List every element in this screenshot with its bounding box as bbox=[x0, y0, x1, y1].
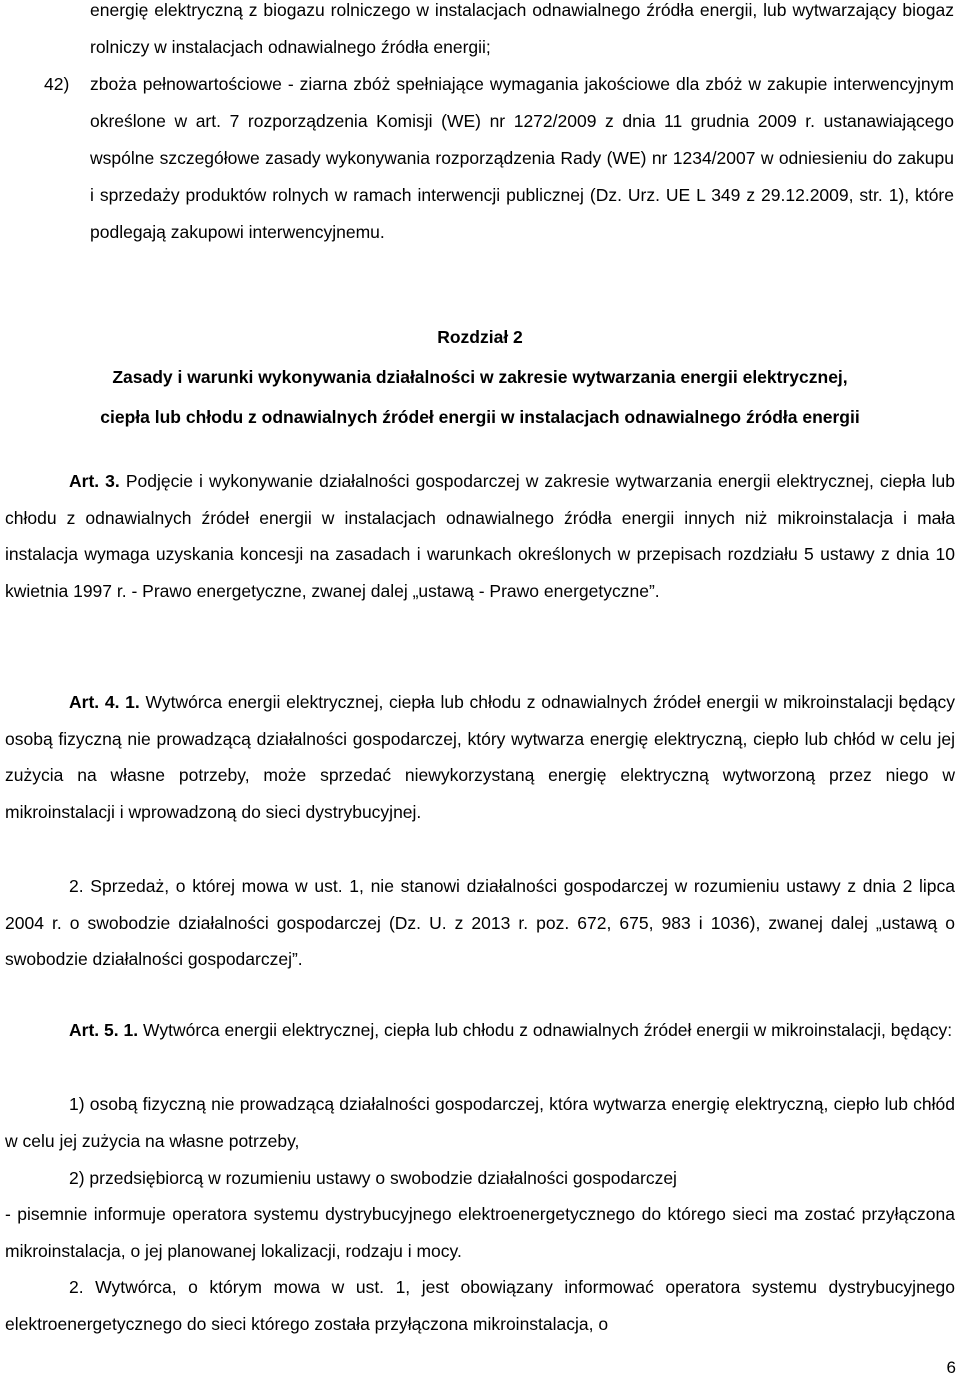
article-5-point-1 bbox=[5, 1086, 955, 1159]
article-5-dash-clause: - pisemnie informuje operatora systemu dystrybucyjnego elektroenergetycznego do którego sieci ma zostać przyłączona mikroinstalacja, o jej planowanej lokalizacji, rodzaju i mocy. bbox=[5, 1204, 955, 1261]
article-5-point-1-text: 1) osobą fizyczną nie prowadzącą działalności gospodarczej, która wytwarza energię elektryczną, ciepło lub chłód w celu jej zużycia na własne potrzeby, bbox=[5, 1094, 955, 1151]
chapter-title-line-2: ciepła lub chłodu z odnawialnych źródeł energii w instalacjach odnawialnego źródła energii bbox=[100, 407, 860, 427]
article-4-paragraph-1-number: 1. bbox=[125, 692, 140, 712]
chapter-heading bbox=[0, 317, 960, 437]
article-4-paragraph-2 bbox=[5, 868, 955, 978]
article-4-paragraph-1-text: Wytwórca energii elektrycznej, ciepła lub chłodu z odnawialnych źródeł energii w mikroinstalacji będący osobą fizyczną nie prowadzącą działalności gospodarczej, który wytwarza energię elektryczną, ciepło lub chłód w celu jej zużycia na własne potrzeby, może sprzedać niewykorzystaną energię elektryczną wytworzoną przez niego w mikroinstalacji i wprowadzoną do sieci dystrybucyjnej. bbox=[5, 692, 955, 822]
article-5-point-2 bbox=[5, 1160, 955, 1197]
list-item-42 bbox=[44, 66, 954, 251]
article-5-paragraph-2-text: 2. Wytwórca, o którym mowa w ust. 1, jest obowiązany informować operatora systemu dystrybucyjnego elektroenergetycznego do sieci którego została przyłączona mikroinstalacja, o bbox=[5, 1277, 955, 1334]
article-3 bbox=[5, 463, 955, 609]
article-5-paragraph-1-text: Wytwórca energii elektrycznej, ciepła lub chłodu z odnawialnych źródeł energii w mikroinstalacji, będący: bbox=[142, 1020, 953, 1040]
article-4-paragraph-1 bbox=[5, 684, 955, 830]
article-5-paragraph-1-number: 1. bbox=[123, 1020, 139, 1040]
article-5-paragraph-1 bbox=[5, 1012, 955, 1049]
page-number: 6 bbox=[946, 1358, 956, 1377]
article-4-paragraph-2-text: 2. Sprzedaż, o której mowa w ust. 1, nie stanowi działalności gospodarczej w rozumieniu ustawy z dnia 2 lipca 2004 r. o swobodzie działalności gospodarczej (Dz. U. z 2013 r. poz. 672, 675, 983 i 1036), zwanej dalej „ustawą o swobodzie działalności gospodarczej”. bbox=[5, 876, 955, 970]
list-item-number: 42) bbox=[44, 74, 70, 94]
list-item-continuation: energię elektryczną z biogazu rolniczego w instalacjach odnawialnego źródła energii, lub wytwarzający biogaz rolniczy w instalacjach odnawialnego źródła energii; bbox=[90, 0, 954, 57]
article-5-point-2-text: 2) przedsiębiorcą w rozumieniu ustawy o swobodzie działalności gospodarczej bbox=[69, 1168, 677, 1188]
article-4-label: Art. 4. bbox=[69, 692, 120, 712]
list-item-text: zboża pełnowartościowe - ziarna zbóż spełniające wymagania jakościowe dla zbóż w zakupie interwencyjnym określone w art. 7 rozporządzenia Komisji (WE) nr 1272/2009 z dnia 11 grudnia 2009 r. ustanawiającego wspólne szczegółowe zasady wykonywania rozporządzenia Rady (WE) nr 1234/2007 w odniesieniu do zakupu i sprzedaży produktów rolnych w ramach interwencji publicznej (Dz. Urz. UE L 349 z 29.12.2009, str. 1), które podlegają zakupowi interwencyjnemu. bbox=[90, 74, 954, 242]
article-5-label: Art. 5. bbox=[69, 1020, 119, 1040]
chapter-number: Rozdział 2 bbox=[437, 327, 523, 347]
chapter-title-line-1: Zasady i warunki wykonywania działalności w zakresie wytwarzania energii elektrycznej, bbox=[112, 367, 848, 387]
article-5-paragraph-2 bbox=[5, 1269, 955, 1342]
article-3-label: Art. 3. bbox=[69, 471, 120, 491]
article-3-text: Podjęcie i wykonywanie działalności gospodarczej w zakresie wytwarzania energii elektrycznej, ciepła lub chłodu z odnawialnych źródeł energii w instalacjach odnawialnego źródła energii innych niż mikroinstalacja i mała instalacja wymaga uzyskania koncesji na zasadach i warunkach określonych w przepisach rozdziału 5 ustawy z dnia 10 kwietnia 1997 r. - Prawo energetyczne, zwanej dalej „ustawą - Prawo energetyczne”. bbox=[5, 471, 955, 601]
